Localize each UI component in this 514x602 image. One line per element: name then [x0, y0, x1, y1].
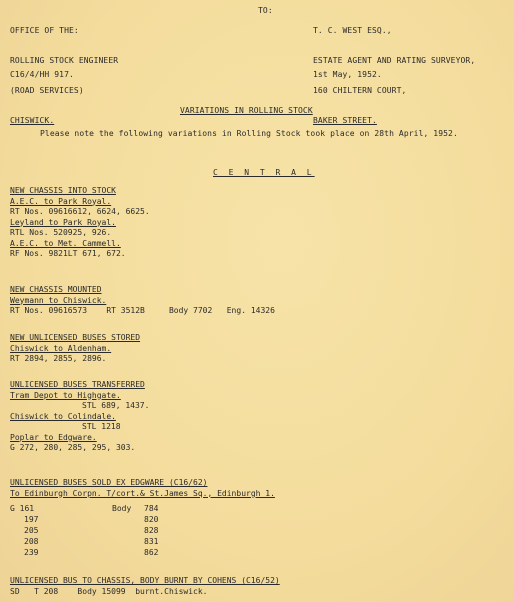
entry-line: A.E.C. to Park Royal. — [10, 196, 112, 206]
section-body-burnt — [10, 576, 280, 597]
section-chassis-mounted — [10, 285, 275, 317]
table-row — [10, 525, 158, 536]
to-line: T. C. WEST ESQ., — [313, 26, 392, 35]
body-label: Body — [112, 504, 132, 513]
to-label: TO: — [258, 6, 273, 15]
fleet-number: 205 — [24, 526, 39, 535]
table-row — [10, 514, 158, 525]
section-heading-central: C E N T R A L — [213, 168, 315, 177]
body-number: 784 — [144, 504, 159, 513]
body-number: 862 — [144, 548, 159, 557]
entry-line: G 272, 280, 285, 295, 303. — [10, 443, 136, 452]
entry-line: RT 2894, 2855, 2896. — [10, 354, 107, 363]
to-line: 160 CHILTERN COURT, — [313, 86, 407, 95]
entry-line: A.E.C. to Met. Cammell. — [10, 238, 121, 248]
entry-line: RF Nos. 9821LT 671, 672. — [10, 249, 126, 258]
letter-date: 1st May, 1952. — [313, 70, 382, 79]
from-line: ROLLING STOCK ENGINEER — [10, 56, 119, 65]
to-line: ESTATE AGENT AND RATING SURVEYOR, — [313, 56, 476, 65]
section-heading: UNLICENSED BUS TO CHASSIS, BODY BURNT BY COHENS (C16/52) — [10, 576, 280, 585]
entry-line: Chiswick to Colindale. — [10, 411, 116, 421]
reference-number: C16/4/HH 917. — [10, 70, 74, 79]
section-heading: UNLICENSED BUSES SOLD EX EDGWARE (C16/62) — [10, 478, 208, 487]
fleet-number: 208 — [24, 537, 39, 546]
section-heading: UNLICENSED BUSES TRANSFERRED — [10, 380, 145, 389]
sold-buses-table — [10, 503, 158, 558]
fleet-number: 239 — [24, 548, 39, 557]
from-line: OFFICE OF THE: — [10, 26, 79, 35]
entry-line: RT Nos. 09616573 RT 3512B Body 7702 Eng. 14326 — [10, 306, 275, 315]
section-buses-stored — [10, 333, 140, 365]
fleet-number: 197 — [24, 515, 39, 524]
intro-paragraph: Please note the following variations in Rolling Stock took place on 28th April, 1952. — [40, 129, 458, 138]
entry-line: RT Nos. 09616612, 6624, 6625. — [10, 207, 150, 216]
body-number: 828 — [144, 526, 159, 535]
from-line: CHISWICK. — [10, 116, 55, 125]
section-heading: NEW CHASSIS INTO STOCK — [10, 186, 116, 195]
sold-destination: To Edinburgh Corpn. T/cort.& St.James Sq., Edinburgh 1. — [10, 488, 275, 498]
entry-line: Tram Depot to Highgate. — [10, 390, 121, 400]
table-row — [10, 547, 158, 558]
entry-line: Weymann to Chiswick. — [10, 295, 107, 305]
section-new-chassis — [10, 186, 150, 260]
to-line: BAKER STREET. — [313, 116, 377, 125]
from-line: (ROAD SERVICES) — [10, 86, 84, 95]
table-row — [10, 503, 158, 514]
entry-line: STL 689, 1437. — [82, 401, 150, 410]
section-buses-sold — [10, 478, 275, 499]
section-heading: NEW UNLICENSED BUSES STORED — [10, 333, 141, 342]
entry-line: Poplar to Edgware. — [10, 432, 97, 442]
body-number: 831 — [144, 537, 159, 546]
section-heading: NEW CHASSIS MOUNTED — [10, 285, 102, 294]
entry-line: Leyland to Park Royal. — [10, 217, 116, 227]
document-title: VARIATIONS IN ROLLING STOCK — [180, 106, 313, 115]
table-row — [10, 536, 158, 547]
entry-line: STL 1218 — [82, 422, 121, 431]
entry-line: RTL Nos. 520925, 926. — [10, 228, 112, 237]
fleet-number: G 161 — [10, 504, 35, 513]
entry-line: SD T 208 Body 15099 burnt.Chiswick. — [10, 586, 208, 596]
entry-line: Chiswick to Aldenham. — [10, 343, 112, 353]
body-number: 820 — [144, 515, 159, 524]
section-buses-transferred — [10, 380, 149, 454]
